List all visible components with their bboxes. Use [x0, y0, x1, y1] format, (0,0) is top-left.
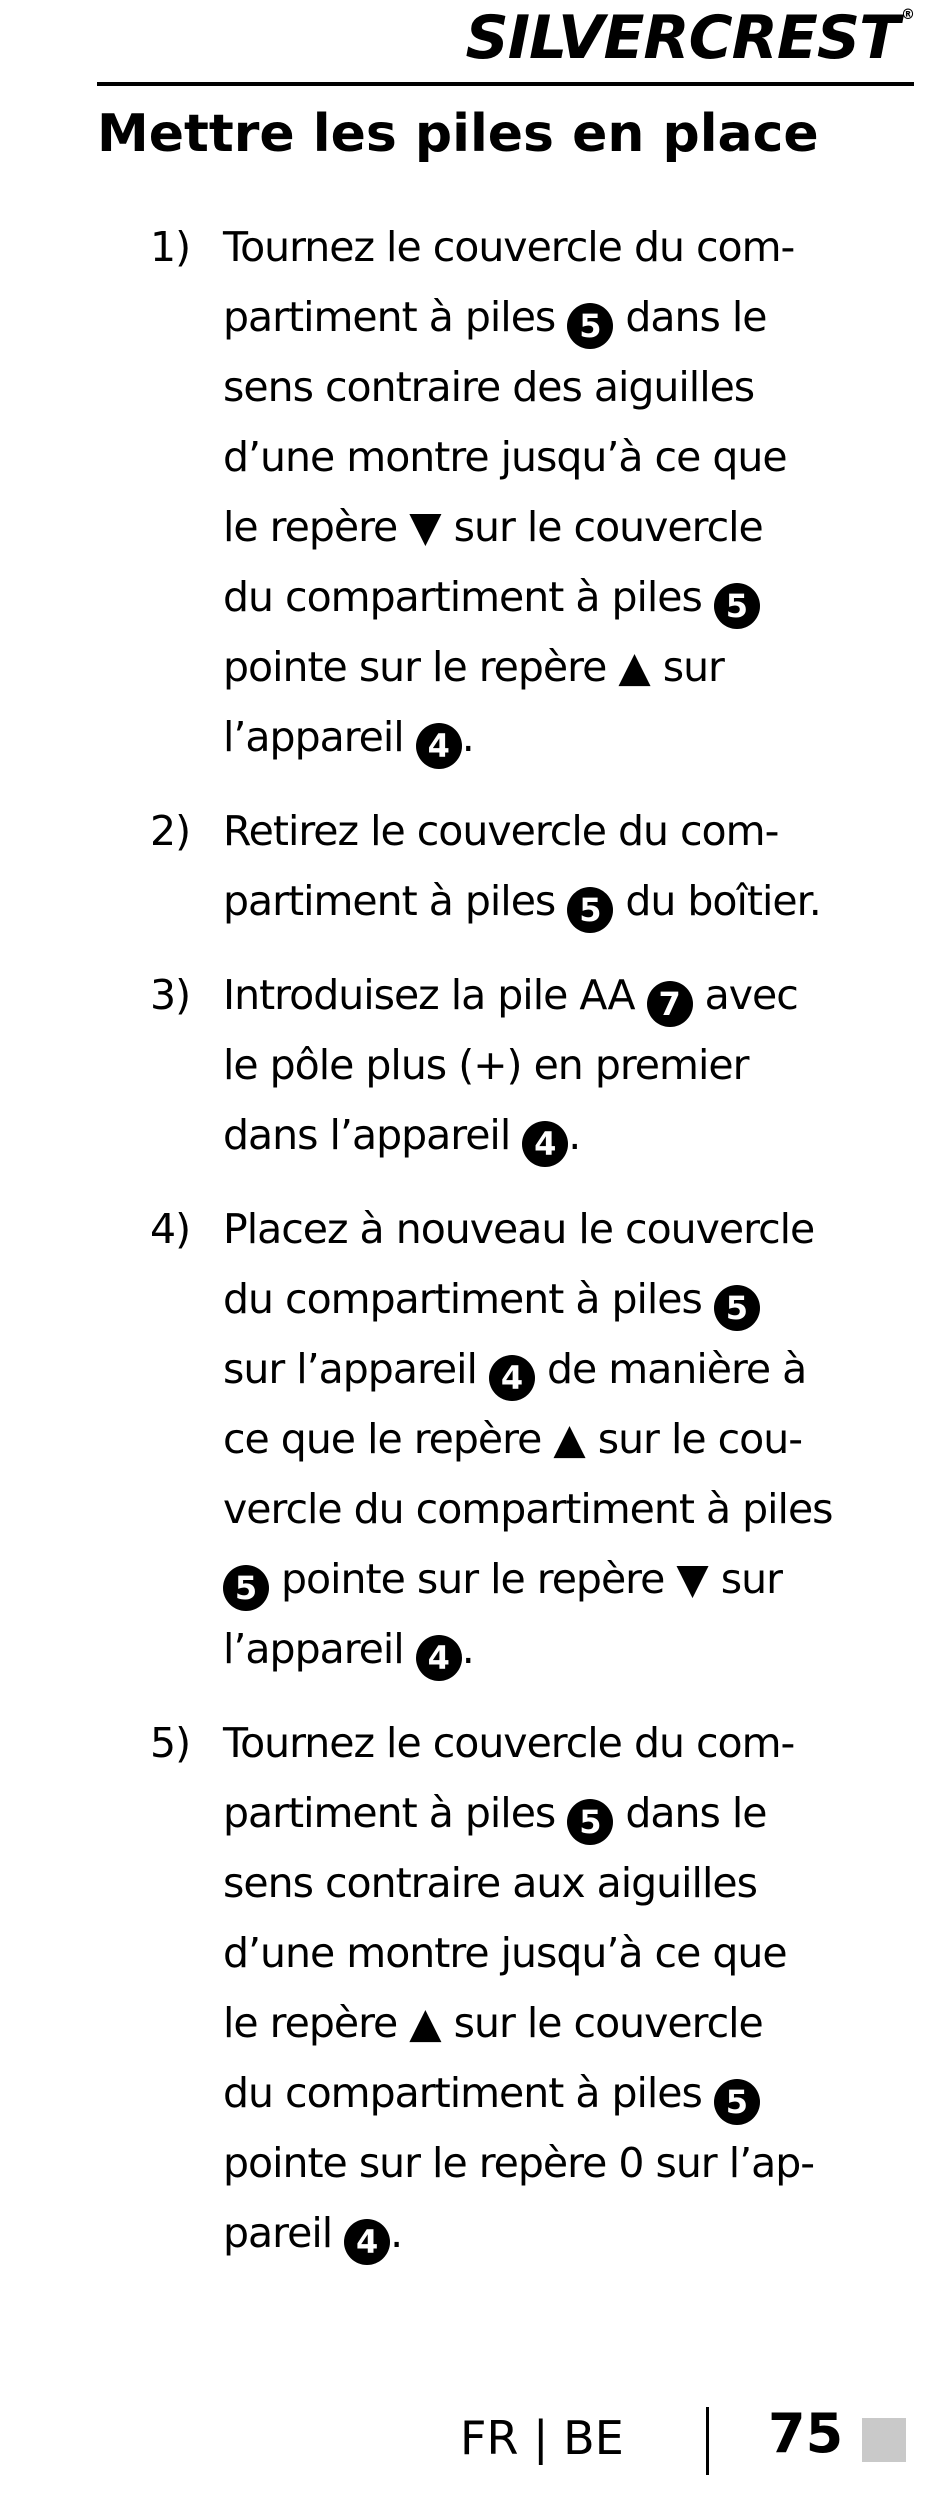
reference-number-4-icon: 4 [522, 1121, 568, 1167]
step-text-line: partiment à piles 5 dans le [223, 1778, 920, 1848]
step-text-line: sur l’appareil 4 de manière à [223, 1334, 920, 1404]
step-text-line: l’appareil 4 . [223, 702, 920, 772]
step-text-line: sens contraire des aiguilles [223, 363, 755, 411]
triangle-down-marker-icon: ▼ [676, 1554, 709, 1603]
step-text-line: Retirez le couvercle du com- [223, 807, 779, 855]
footer-divider [706, 2407, 709, 2475]
registered-mark: ® [901, 7, 914, 23]
header-divider [97, 82, 914, 86]
step-1 [0, 212, 950, 772]
reference-number-5-icon: 5 [714, 1285, 760, 1331]
step-2 [0, 796, 950, 936]
step-number: 3) [150, 971, 191, 1019]
triangle-down-marker-icon: ▼ [409, 502, 442, 551]
step-text-line: du compartiment à piles 5 [223, 562, 920, 632]
step-3 [0, 960, 950, 1170]
step-text-line: le repère ▼ sur le couvercle [223, 502, 763, 551]
step-text-line: pointe sur le repère ▲ sur [223, 642, 724, 691]
step-4 [0, 1194, 950, 1684]
step-text-line: dans l’appareil 4 . [223, 1100, 920, 1170]
instruction-steps [0, 212, 950, 2292]
reference-number-5-icon: 5 [223, 1565, 269, 1611]
step-text-line: sens contraire aux aiguilles [223, 1859, 757, 1907]
step-text-line: le pôle plus (+) en premier [223, 1041, 749, 1089]
reference-number-5-icon: 5 [714, 2079, 760, 2125]
reference-number-4-icon: 4 [344, 2219, 390, 2265]
reference-number-5-icon: 5 [567, 1799, 613, 1845]
step-text-line: pareil 4 . [223, 2198, 920, 2268]
step-text-line: d’une montre jusqu’à ce que [223, 433, 787, 481]
step-text-line: Placez à nouveau le couvercle [223, 1205, 815, 1253]
brand-logo [465, 3, 915, 73]
brand-name: SILVERCREST [465, 3, 899, 73]
step-text-line: du compartiment à piles 5 [223, 2058, 920, 2128]
step-number: 2) [150, 807, 191, 855]
step-text-line: pointe sur le repère 0 sur l’ap- [223, 2139, 815, 2187]
reference-number-5-icon: 5 [567, 887, 613, 933]
section-title: Mettre les piles en place [97, 104, 819, 164]
step-text-line: partiment à piles 5 du boîtier. [223, 866, 920, 936]
reference-number-4-icon: 4 [489, 1355, 535, 1401]
step-text-line: ce que le repère ▲ sur le cou- [223, 1414, 802, 1463]
step-text-line: l’appareil 4 . [223, 1614, 920, 1684]
page-number: 75 [768, 2402, 844, 2465]
triangle-up-marker-icon: ▲ [553, 1414, 586, 1463]
step-5 [0, 1708, 950, 2268]
triangle-up-marker-icon: ▲ [409, 1998, 442, 2047]
step-text-line: le repère ▲ sur le couvercle [223, 1998, 763, 2047]
triangle-up-marker-icon: ▲ [618, 642, 651, 691]
step-text-line: Tournez le couvercle du com- [223, 223, 795, 271]
reference-number-5-icon: 5 [567, 303, 613, 349]
reference-number-4-icon: 4 [416, 1635, 462, 1681]
step-number: 5) [150, 1719, 191, 1767]
reference-number-7-icon: 7 [647, 981, 693, 1027]
step-number: 4) [150, 1205, 191, 1253]
step-text-line: 5 pointe sur le repère ▼ sur [223, 1544, 920, 1614]
reference-number-5-icon: 5 [714, 583, 760, 629]
step-number: 1) [150, 223, 191, 271]
step-text-line: d’une montre jusqu’à ce que [223, 1929, 787, 1977]
step-text-line: du compartiment à piles 5 [223, 1264, 920, 1334]
step-text-line: partiment à piles 5 dans le [223, 282, 920, 352]
step-text-line: vercle du compartiment à piles [223, 1485, 833, 1533]
step-text-line: Introduisez la pile AA 7 avec [223, 960, 920, 1030]
reference-number-4-icon: 4 [416, 723, 462, 769]
language-label: FR | BE [460, 2411, 624, 2465]
step-text-line: Tournez le couvercle du com- [223, 1719, 795, 1767]
page-marker-square [862, 2418, 906, 2462]
